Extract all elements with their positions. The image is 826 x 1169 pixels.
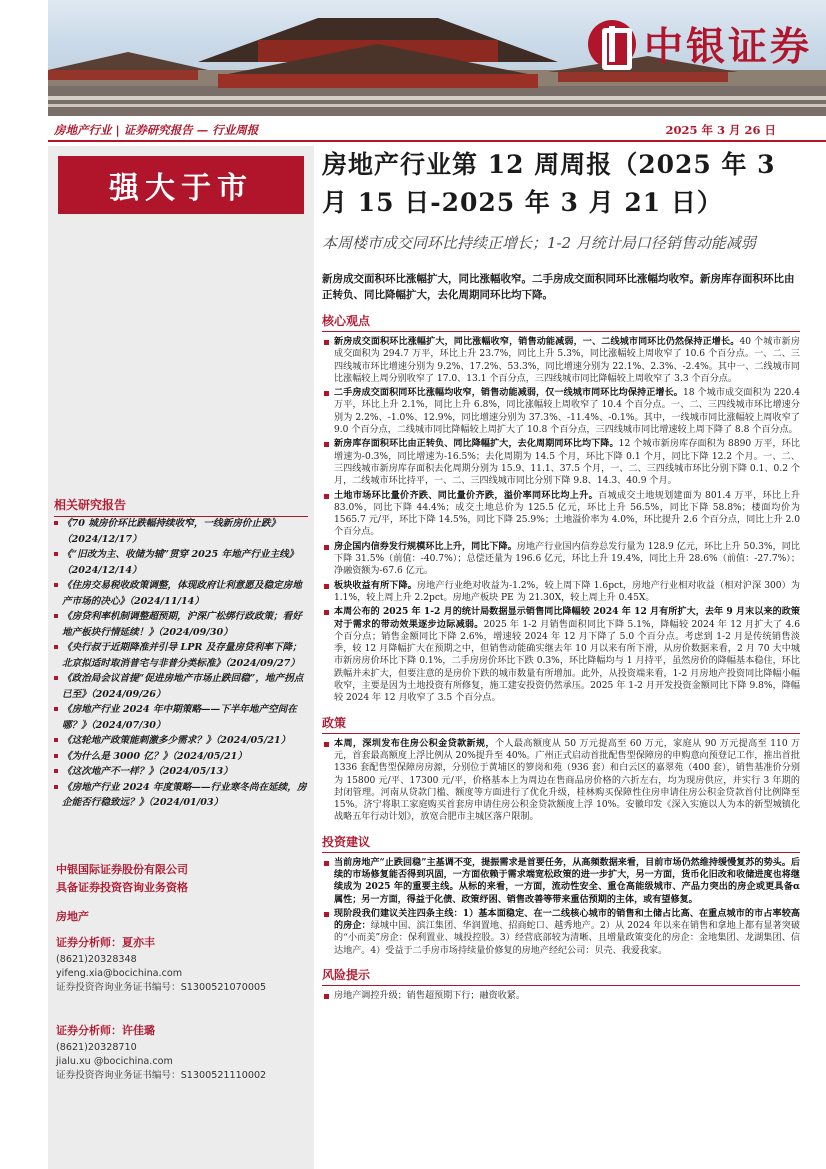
analyst-card <box>56 934 312 995</box>
bullet-body: 绿城中国、滨江集团、华润置地、招商蛇口、越秀地产。2）从 2024 年以来在销售和拿地上都有显著突破的“小而美”房企：保利置业、城投控股。3）经营底部较为清晰、且增量政策变化的房企：金地集团、龙湖集团、信达地产。4）受益于二手房市场持续量价修复的房地产经纪公司：贝壳、我爱我家。 <box>334 921 800 956</box>
bullet-heading: 现阶段我们建议关注四条主线：1）基本面稳定、在一二线核心城市的销售和土储占比高、在重点城市的市占率较高的房企： <box>334 907 800 932</box>
bullet-heading: 当前房地产“止跌回稳”主基调不变，提振需求是首要任务，从高频数据来看，目前市场仍然维持缓慢复苏的势头。后续的市场修复能否得到巩固，一方面依赖于需求端宽松政策的进一步扩大，另一方面，货币化旧改和收储进度也将继续成为 2025 年的重要主线。从标的来看，一方面，流动性安全、重仓高能级城市、产品力突出的房企或更具备α属性；另一方面，得益于化债、政策纾困、销售改善等带来重估预期的主体，或有望修复。 <box>334 856 800 905</box>
bullet-point <box>322 438 800 487</box>
related-report-item[interactable]: 《70 城房价环比跌幅持续收窄，一线新房价止跌》（2024/12/17） <box>54 516 310 547</box>
bullet-point <box>322 738 800 824</box>
brand-logo <box>588 16 812 72</box>
related-reports-title: 相关研究报告 <box>54 496 308 517</box>
main-content <box>322 146 800 1004</box>
bullet-body: 40 个城市新房成交面积为 294.7 万平，环比上升 23.7%，同比上升 5.3%，同比涨幅较上周收窄了 10.6 个百分点。一、二、三四线城市环比增速分别为 9.2%、17.2%、53.3%，同比增速分别为 22.1%、2.3%、-2.4%。其中一、二线城市同比涨幅较上周分别收窄了 17.0、13.1 个百分点，三四线城市同比降幅较上周收窄了 3.3 个百分点。 <box>334 337 800 384</box>
rating-badge: 强大于市 <box>58 156 304 214</box>
related-report-item[interactable]: 《这轮地产政策能刺激多少需求？》（2024/05/21） <box>54 733 310 749</box>
report-header-bar <box>48 118 826 142</box>
policy-points-list <box>322 738 800 824</box>
company-qualification: 具备证券投资咨询业务资格 <box>56 881 188 894</box>
breadcrumb: 房地产行业 | 证券研究报告 — 行业周报 <box>54 123 259 137</box>
bullet-heading: 新房成交面积环比涨幅扩大，同比涨幅收窄，销售动能减弱，一、二线城市同环比仍然保持正增长。 <box>334 336 740 347</box>
bullet-point <box>322 908 800 957</box>
analyst-phone: (8621)20328710 <box>56 1042 137 1053</box>
related-report-item[interactable]: 《住房交易税收政策调整，体现政府让利意愿及稳定房地产市场的决心》（2024/11/14） <box>54 578 310 609</box>
section-title-invest: 投资建议 <box>322 833 800 853</box>
bullet-heading: 土地市场环比量价齐跌、同比量价齐跌，溢价率同环比均上升。 <box>334 489 599 501</box>
company-info <box>56 861 188 897</box>
related-report-item[interactable]: 《为什么是 3000 亿？》（2024/05/21） <box>54 749 310 765</box>
header-banner <box>48 0 826 116</box>
bullet-point <box>322 336 800 385</box>
bullet-body: 12 个城市新房库存面积为 8890 万平，环比增速为-0.3%，同比增速为-16.5%；去化周期为 14.5 个月，环比下降 0.1 个月，同比下降 12.2 个月。一、二、三四线城市新房库存面积去化周期分别为 15.9、11.1、37.5 个月，一、二、三四线城市环比分别下降 0.1、0.2 个月，二线城市环比持平，一、二、三四线城市同比分别下降 9.8、14.3、40.9 个月。 <box>334 439 800 487</box>
bullet-body: 个人最高额度从 50 万元提高至 60 万元，家庭从 90 万元提高至 110 万元，首套最高额度上浮比例从 20%提升至 40%。广州正式启动首批配售型保障房的申购意向预登记工作，推出首批 1336 套配售型保障房房源，分别位于黄埔区的箩岗和苑（936 套）和白云区的嘉翠苑（400 套），销售基准价分别为 15800 元/平、17300 元/平，价格基本上为周边在售商品房价格的六折左右，均为现房供应，并实行 3 年期的封闭管理。河南从贷款门槛、额度等方面进行了优化升级，桂林购买保障性住房申请住房公积金贷款首付比例降至 15%。济宁将职工家庭购买首套房申请住房公积金贷款额度上浮 10%。安徽印发《深入实施以人为本的新型城镇化战略五年行动计划》，放宽合肥市主城区落户限制。 <box>334 738 800 823</box>
analyst-cert: 证券投资咨询业务证书编号：S1300521110002 <box>56 1070 267 1081</box>
related-report-item[interactable]: 《政治局会议首提“促进房地产市场止跌回稳”，地产拐点已至》（2024/09/26） <box>54 671 310 702</box>
bullet-point <box>322 387 800 436</box>
bullet-heading: 新房库存面积环比由正转负、同比降幅扩大，去化周期同环比均下降。 <box>334 438 619 450</box>
related-report-item[interactable]: 《房地产行业 2024 年度策略——行业寒冬尚在延续，房企能否行稳致远？》（2024/01/03） <box>54 780 310 811</box>
bullet-heading: 本周，深圳发布住房公积金贷款新规， <box>334 737 495 749</box>
bullet-point <box>322 580 800 605</box>
bullet-body: 百城成交土地规划建面为 801.4 万平，环比上升 83.0%，同比下降 44.4%；成交土地总价为 125.5 亿元，环比上升 56.5%，同比下降 58.8%；楼面均价为 1565.7 元/平，环比下降 14.5%，同比下降 25.9%；土地溢价率为 4.0%，环比提升 2.6 个百分点，同比上升 2.0 个百分点。 <box>334 490 800 538</box>
bullet-point <box>322 541 800 578</box>
report-date: 2025 年 3 月 26 日 <box>665 123 776 137</box>
related-reports-list <box>54 516 310 811</box>
bullet-body: 房地产行业国内信券总发行量为 128.9 亿元，环比上升 50.3%，同比下降 31.5%（前值：-40.7%）；总偿还量为 196.6 亿元，环比上升 19.4%，同比上升 28.6%（前值：-27.7%）；净融资额为-67.6 亿元。 <box>334 541 800 577</box>
analyst-email[interactable]: yifeng.xia@bocichina.com <box>56 968 183 979</box>
bullet-body: 18 个城市成交面积为 220.4 万平，环比上升 2.1%，同比上升 6.8%，同比涨幅较上周收窄了 10.4 个百分点。一、二、三四线城市环比增速分别为 2.2%、-1.0%、12.9%，同比增速分别为 37.3%、-11.4%、-0.1%。其中，一线城市同比涨幅较上周收窄了 9.0 个百分点，二线城市同比降幅较上周扩大了 10.8 个百分点，三四线城市同比增速较上周下降了 8.8 个百分点。 <box>334 388 800 436</box>
invest-points-list <box>322 857 800 957</box>
analyst-name: 证券分析师：夏亦丰 <box>56 936 155 949</box>
bullet-point <box>322 857 800 906</box>
analyst-cert: 证券投资咨询业务证书编号：S1300521070005 <box>56 982 267 993</box>
section-title-risk: 风险提示 <box>322 966 800 986</box>
bullet-heading: 板块收益有所下降。 <box>334 579 417 591</box>
summary-lead: 新房成交面积环比涨幅扩大，同比涨幅收窄。二手房成交面积同环比涨幅均收窄。新房库存面积环比由正转负、同比降幅扩大，去化周期同环比均下降。 <box>322 273 795 301</box>
related-report-item[interactable]: 《房贷利率机制调整超预期，沪深广松绑行政政策；看好地产板块行情延续！》（2024/09/30） <box>54 609 310 640</box>
core-points-list <box>322 336 800 705</box>
bullet-heading: 房企国内信券发行规模环比上升，同比下降。 <box>334 540 517 552</box>
analyst-email[interactable]: jialu.xu @bocichina.com <box>56 1056 173 1067</box>
bullet-body: 2025 年 1-2 月销售面积同比下降 5.1%，降幅较 2024 年 12 月扩大了 4.6 个百分点；销售金额同比下降 2.6%，增速较 2024 年 12 月下降了 5.0 个百分点。考虑到 1-2 月是传统销售淡季，较 12 月降幅扩大在预期之中，但销售动能确实继去年 10 月以来有所下滑，从房价数据来看，2 月 70 大中城市新房房价环比下降 0.1%，二手房房价环比下跌 0.3%，环比降幅均与 1 月持平，虽然房价的降幅基本稳住，环比跌幅并未扩大，但要注意的是房价下跌的城市数量有所增加。此外，从投资端来看，1-2 月房地产投资同比降幅小幅收窄，主要是因为土地投资有所修复，施工建安投资仍然承压。2025 年 1-2 月开发投资金额同比下降 9.8%，降幅较 2024 年 12 月收窄了 3.5 个百分点。 <box>334 619 801 704</box>
analyst-name: 证券分析师：许佳璐 <box>56 1024 155 1037</box>
bullet-heading: 二手房成交面积同环比涨幅均收窄，销售动能减弱，仅一线城市同环比均保持正增长。 <box>334 387 683 399</box>
report-title: 房地产行业第 12 周周报（2025 年 3 月 15 日-2025 年 3 月 21 日） <box>322 150 776 217</box>
bullet-heading: 本周公布的 2025 年 1-2 月的统计局数据显示销售同比降幅较 2024 年 12 月有所扩大，去年 9 月末以来的政策对于需求的带动效果逐步边际减弱。 <box>334 606 800 630</box>
related-report-item[interactable]: 《央行叔于近期降准并引导 LPR 及存量房贷利率下降；北京拟适时取消普宅与非普分类标准》（2024/09/27） <box>54 640 310 671</box>
sidebar <box>48 146 314 1169</box>
related-report-item[interactable]: 《房地产行业 2024 年中期策略——下半年地产空间在哪？》（2024/07/30） <box>54 702 310 733</box>
section-title-core: 核心观点 <box>322 312 800 332</box>
analyst-card <box>56 1022 312 1083</box>
boc-logo-icon <box>588 20 636 68</box>
bullet-point <box>322 490 800 539</box>
section-title-policy: 政策 <box>322 714 800 734</box>
bullet-point <box>322 606 800 704</box>
related-report-item[interactable]: 《“旧改为主、收储为辅”贯穿 2025 年地产行业主线》（2024/12/14） <box>54 547 310 578</box>
sector-label: 房地产 <box>56 910 89 923</box>
bullet-body: 房地产调控升级；销售超预期下行；融资收紧。 <box>334 991 525 1002</box>
bullet-point <box>322 990 800 1002</box>
related-report-item[interactable]: 《这次地产不一样？》（2024/05/13） <box>54 764 310 780</box>
analyst-phone: (8621)20328348 <box>56 954 137 965</box>
bullet-body: 房地产行业绝对收益为-1.2%，较上周下降 1.6pct，房地产行业相对收益（相对沪深 300）为 1.1%，较上周上升 2.2pct。房地产板块 PE 为 21.30X，较上周上升 0.45X。 <box>334 580 800 603</box>
company-name: 中银国际证券股份有限公司 <box>56 863 188 876</box>
risk-points-list <box>322 990 800 1002</box>
report-subtitle: 本周楼市成交同环比持续正增长；1-2 月统计局口径销售动能减弱 <box>322 234 756 252</box>
brand-name: 中银证券 <box>643 25 812 70</box>
